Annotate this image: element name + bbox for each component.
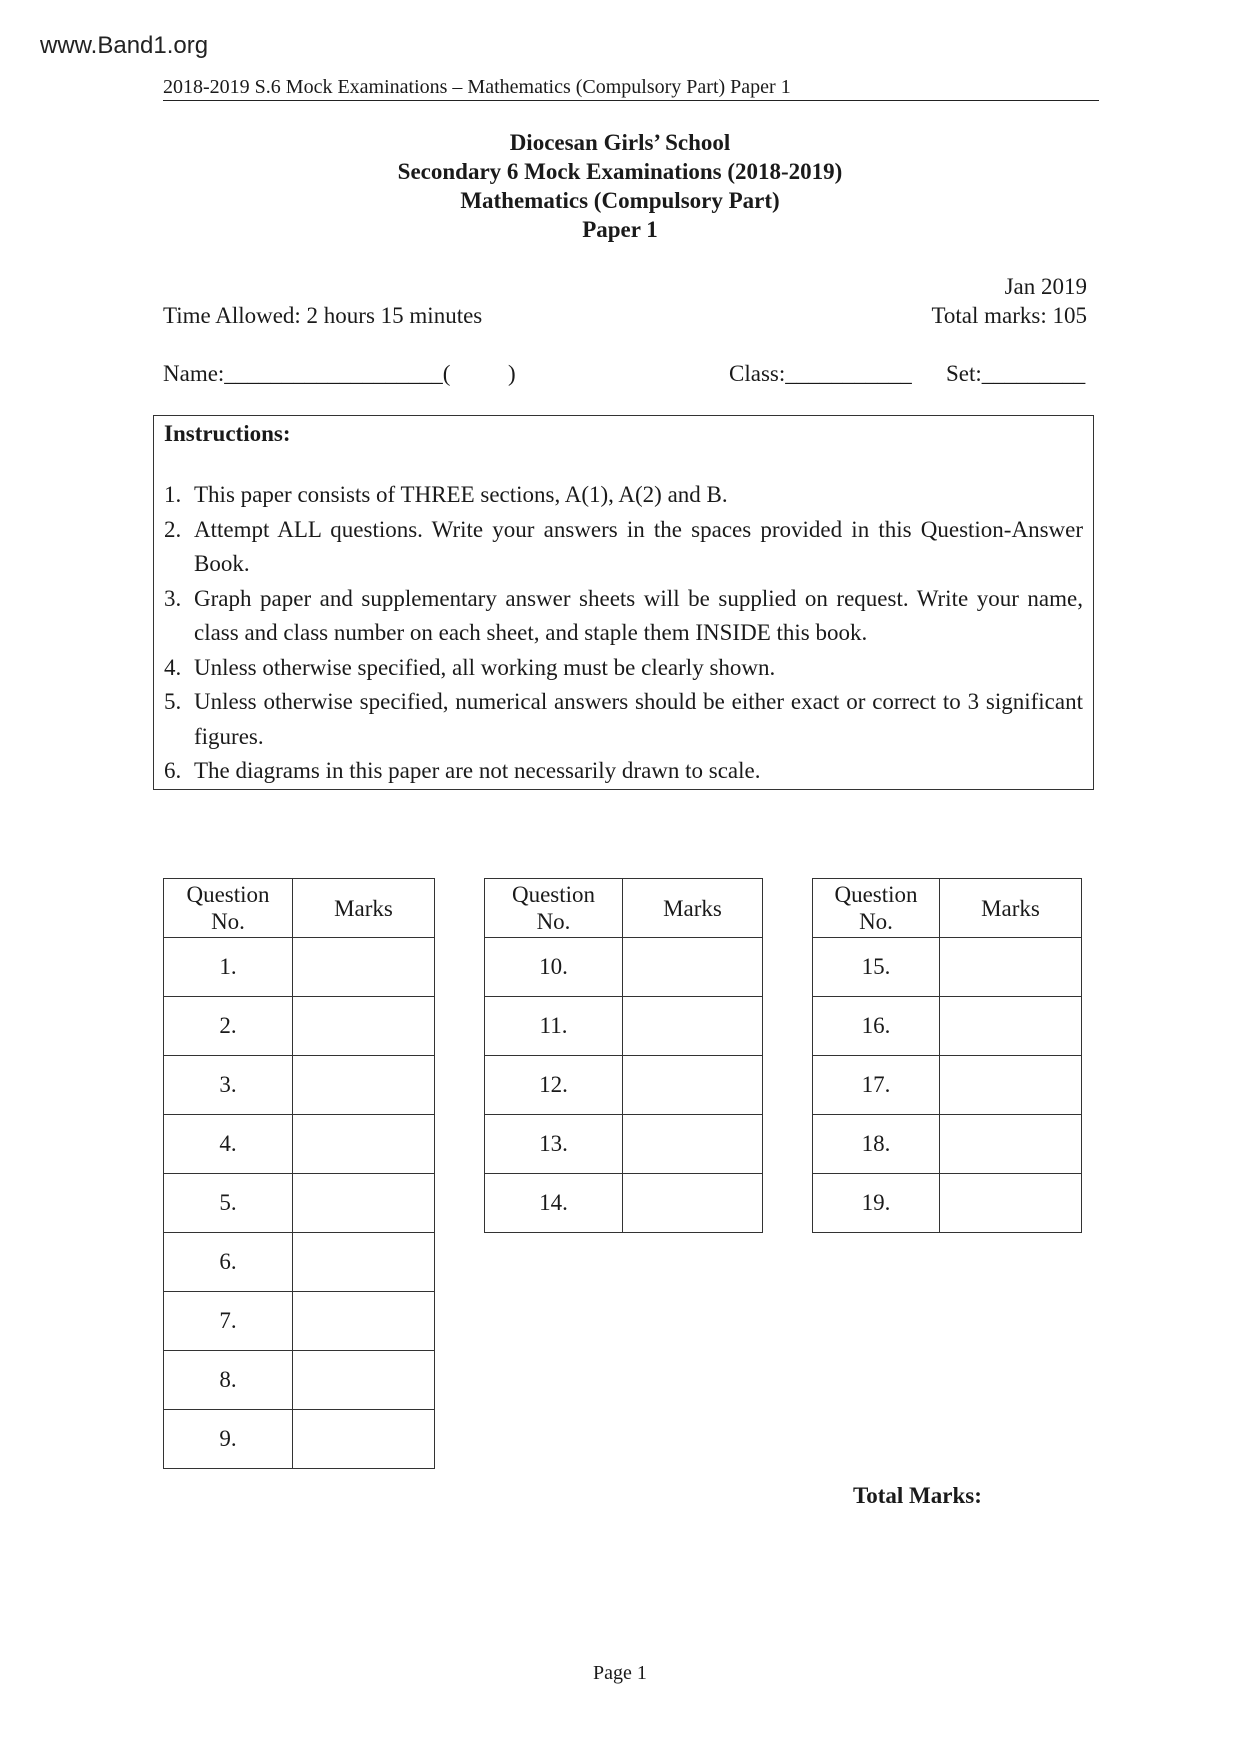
marks-cell[interactable] (293, 1056, 435, 1115)
table-row (164, 1056, 435, 1115)
exam-name: Secondary 6 Mock Examinations (2018-2019) (397, 159, 843, 184)
instruction-number: 3. (164, 585, 182, 611)
class-field[interactable]: Class:___________ (729, 361, 912, 386)
table-row (164, 1233, 435, 1292)
marks-cell[interactable] (293, 938, 435, 997)
question-number-cell: 14. (485, 1174, 623, 1233)
question-number-cell: 16. (813, 997, 940, 1056)
paper-name: Paper 1 (582, 217, 658, 242)
table-row (485, 997, 763, 1056)
marks-header: Marks (940, 879, 1082, 938)
table-row (485, 1115, 763, 1174)
marks-cell[interactable] (293, 1174, 435, 1233)
instruction-number: 1. (164, 482, 182, 507)
marks-table-2 (484, 878, 763, 1233)
question-number-cell: 1. (164, 938, 293, 997)
set-field[interactable]: Set:_________ (946, 361, 1086, 386)
instruction-item (164, 685, 1083, 754)
marks-cell[interactable] (623, 1115, 763, 1174)
marks-table-header (813, 879, 1082, 938)
table-row (164, 1115, 435, 1174)
instruction-text: Unless otherwise specified, all working must be clearly shown. (194, 654, 776, 680)
table-row (164, 938, 435, 997)
question-number-cell: 8. (164, 1351, 293, 1410)
question-header-line1: Question (834, 882, 918, 907)
question-number-cell: 4. (164, 1115, 293, 1174)
question-header-line1: Question (186, 882, 270, 907)
table-row (813, 1174, 1082, 1233)
question-number-cell: 19. (813, 1174, 940, 1233)
marks-cell[interactable] (293, 997, 435, 1056)
marks-cell[interactable] (293, 1351, 435, 1410)
marks-cell[interactable] (940, 997, 1082, 1056)
marks-header: Marks (293, 879, 435, 938)
question-number-cell: 7. (164, 1292, 293, 1351)
instruction-text: Graph paper and supplementary answer sheets will be supplied on request. Write your name, class and class number on each sheet, and staple them INSIDE this book. (194, 585, 1083, 645)
instruction-text: The diagrams in this paper are not necessarily drawn to scale. (194, 758, 761, 783)
title-block (0, 128, 1240, 244)
marks-cell[interactable] (293, 1115, 435, 1174)
question-number-cell: 17. (813, 1056, 940, 1115)
table-row (485, 1174, 763, 1233)
marks-table-1 (163, 878, 435, 1469)
instruction-item (164, 478, 1083, 513)
instruction-item (164, 651, 1083, 686)
table-row (164, 1174, 435, 1233)
instruction-number: 2. (164, 516, 182, 542)
marks-cell[interactable] (623, 1174, 763, 1233)
marks-cell[interactable] (623, 1056, 763, 1115)
table-row (164, 997, 435, 1056)
instruction-text: Unless otherwise specified, numerical answers should be either exact or correct to 3 significant figures. (194, 689, 1083, 749)
marks-cell[interactable] (940, 938, 1082, 997)
marks-cell[interactable] (623, 938, 763, 997)
time-allowed: Time Allowed: 2 hours 15 minutes (163, 303, 483, 328)
instructions-heading: Instructions: (164, 421, 291, 446)
table-row (813, 1056, 1082, 1115)
table-row (813, 938, 1082, 997)
question-number-cell: 12. (485, 1056, 623, 1115)
question-number-cell: 18. (813, 1115, 940, 1174)
marks-cell[interactable] (940, 1056, 1082, 1115)
watermark-text: www.Band1.org (40, 32, 209, 59)
page-number: Page 1 (593, 1662, 647, 1684)
instruction-number: 5. (164, 689, 182, 714)
exam-date: Jan 2019 (1004, 274, 1087, 299)
running-header: 2018-2019 S.6 Mock Examinations – Mathematics (Compulsory Part) Paper 1 (163, 76, 1099, 101)
question-number-cell: 9. (164, 1410, 293, 1469)
marks-cell[interactable] (293, 1410, 435, 1469)
instruction-item (164, 582, 1083, 651)
table-row (813, 997, 1082, 1056)
instructions-box (153, 415, 1094, 790)
marks-cell[interactable] (293, 1233, 435, 1292)
marks-cell[interactable] (940, 1174, 1082, 1233)
instruction-number: 4. (164, 654, 182, 680)
instructions-list (164, 478, 1083, 789)
instruction-item (164, 513, 1083, 582)
total-marks-info: Total marks: 105 (931, 303, 1087, 328)
table-row (164, 1351, 435, 1410)
table-row (485, 938, 763, 997)
question-no-header (164, 879, 293, 938)
name-field[interactable]: Name:___________________( ) (163, 361, 516, 386)
question-number-cell: 13. (485, 1115, 623, 1174)
subject-name: Mathematics (Compulsory Part) (460, 188, 780, 213)
marks-table-header (485, 879, 763, 938)
question-no-header (485, 879, 623, 938)
question-number-cell: 10. (485, 938, 623, 997)
question-no-header (813, 879, 940, 938)
instruction-text: This paper consists of THREE sections, A(1), A(2) and B. (194, 482, 728, 507)
question-header-line1: Question (511, 882, 596, 907)
table-row (164, 1292, 435, 1351)
instruction-item (164, 754, 1083, 789)
question-header-line2: No. (536, 909, 571, 934)
question-number-cell: 6. (164, 1233, 293, 1292)
instruction-text: Attempt ALL questions. Write your answers in the spaces provided in this Question-Answer Book. (194, 516, 1083, 576)
school-name: Diocesan Girls’ School (509, 130, 731, 155)
marks-table-header (164, 879, 435, 938)
table-row (485, 1056, 763, 1115)
total-marks-label: Total Marks: (853, 1483, 982, 1508)
question-number-cell: 3. (164, 1056, 293, 1115)
question-number-cell: 2. (164, 997, 293, 1056)
question-header-line2: No. (211, 909, 245, 934)
question-number-cell: 5. (164, 1174, 293, 1233)
marks-cell[interactable] (623, 997, 763, 1056)
instruction-number: 6. (164, 758, 182, 783)
marks-cell[interactable] (940, 1115, 1082, 1174)
question-number-cell: 11. (485, 997, 623, 1056)
question-header-line2: No. (859, 909, 893, 934)
marks-cell[interactable] (293, 1292, 435, 1351)
table-row (813, 1115, 1082, 1174)
table-row (164, 1410, 435, 1469)
marks-table-3 (812, 878, 1082, 1233)
marks-header: Marks (623, 879, 763, 938)
question-number-cell: 15. (813, 938, 940, 997)
